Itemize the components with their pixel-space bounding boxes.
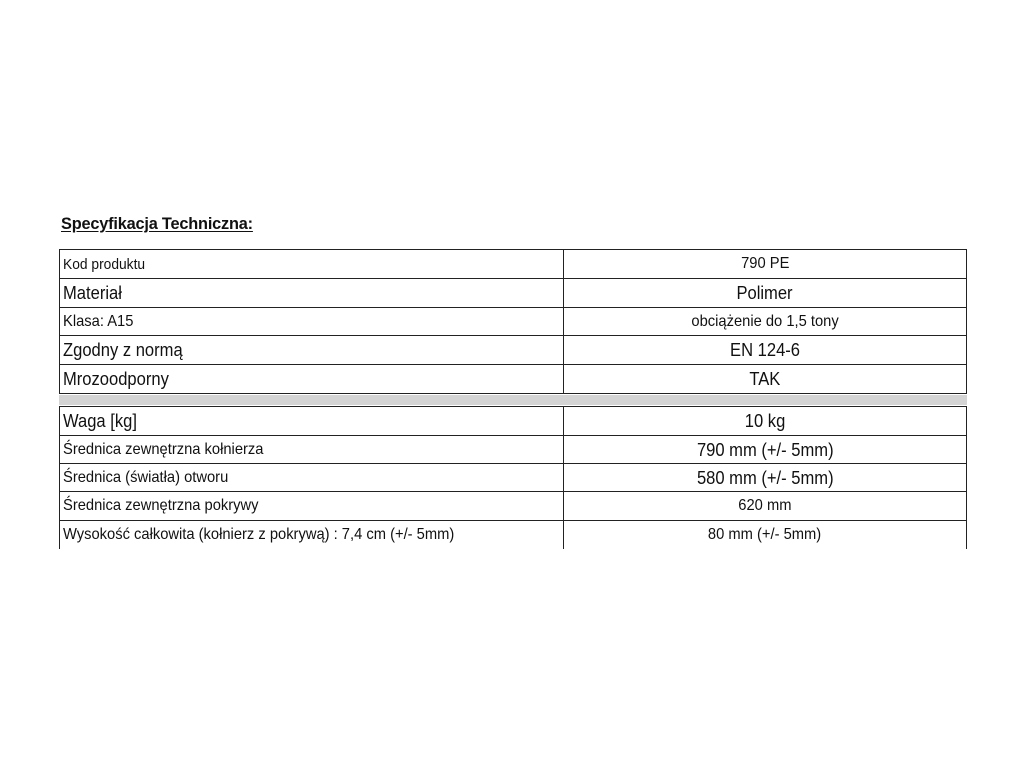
row-label: Wysokość całkowita (kołnierz z pokrywą) : 7,4 cm (+/- 5mm) — [60, 521, 564, 549]
row-value: 790 PE — [564, 250, 967, 279]
spec-title: Specyfikacja Techniczna: — [61, 214, 253, 233]
table-row-cover-diameter — [60, 492, 967, 521]
table-separator — [59, 395, 967, 405]
table-row-weight — [60, 407, 967, 436]
table-row-material — [60, 279, 967, 308]
spec-table-dimensions — [59, 406, 967, 549]
row-value: 80 mm (+/- 5mm) — [564, 521, 967, 549]
row-value: TAK — [564, 365, 967, 394]
row-label: Materiał — [60, 279, 564, 308]
table-row-flange-diameter — [60, 436, 967, 464]
row-label: Kod produktu — [60, 250, 564, 279]
row-value: 580 mm (+/- 5mm) — [564, 464, 967, 492]
row-label: Średnica zewnętrzna pokrywy — [60, 492, 564, 521]
row-label: Klasa: A15 — [60, 308, 564, 336]
table-row-standard — [60, 336, 967, 365]
row-label: Zgodny z normą — [60, 336, 564, 365]
row-label: Średnica (światła) otworu — [60, 464, 564, 492]
table-row-opening-diameter — [60, 464, 967, 492]
row-label: Waga [kg] — [60, 407, 564, 436]
row-value: 790 mm (+/- 5mm) — [564, 436, 967, 464]
row-label: Mrozoodporny — [60, 365, 564, 394]
row-value: 10 kg — [564, 407, 967, 436]
row-value: 620 mm — [564, 492, 967, 521]
row-value: obciążenie do 1,5 tony — [564, 308, 967, 336]
row-value: Polimer — [564, 279, 967, 308]
spec-table-main — [59, 249, 967, 394]
table-row-product-code — [60, 250, 967, 279]
table-row-total-height — [60, 521, 967, 549]
table-row-frost-resistant — [60, 365, 967, 394]
row-label: Średnica zewnętrzna kołnierza — [60, 436, 564, 464]
row-value: EN 124-6 — [564, 336, 967, 365]
table-row-class — [60, 308, 967, 336]
